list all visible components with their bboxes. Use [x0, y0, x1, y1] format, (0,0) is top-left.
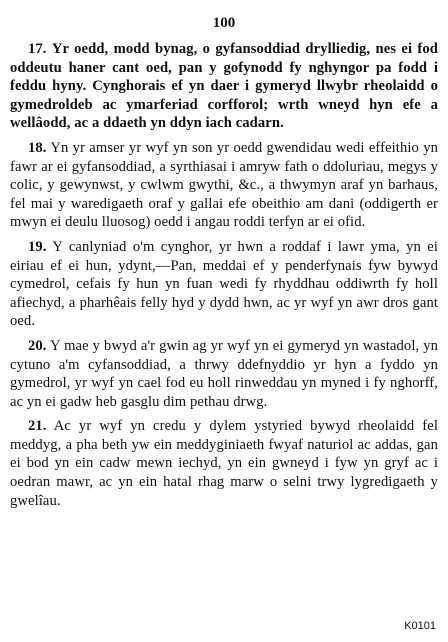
paragraph-number: 19.: [28, 238, 47, 255]
paragraph-number: 18.: [28, 139, 47, 156]
page-body: [10, 40, 438, 516]
page-code: K0101: [404, 620, 436, 632]
page-number: 100: [212, 15, 236, 31]
paragraph-text: Yr oedd, modd bynag, o gyfansoddiad drylliedig, nes ei fod oddeutu haner cant oed, pan y gofynodd fy nghyngor pa fodd i feddu hyny. Cynghorais ef yn daer i gymeryd llwybr rheolaidd o gymedroldeb ac ymarferiad corfforol; wrth wneyd hyn efe a wellâodd, ac a ddaeth yn ddyn iach cadarn.: [10, 41, 438, 132]
paragraph-number: 20.: [28, 337, 47, 354]
paragraph-21: [10, 417, 438, 510]
paragraph-number: 17.: [28, 41, 47, 57]
paragraph-text: Yn yr amser yr wyf yn son yr oedd gwendidau wedi effeithio yn fawr ar ei gyfansoddiad, a syrthiasai i amryw fath o ddoluriau, megys y colic, y gewynwst, y cwlwm gwythi, &c., a thwymyn araf yn barhaus, fel mai y waredigaeth oraf y gallai efe obeithio am dani (oddigerth er mwyn ei deulu lluosog) oedd i angau roddi terfyn ar ei ofid.: [10, 139, 438, 231]
paragraph-text: Y canlyniad o'm cynghor, yr hwn a roddaf i lawr yma, yn ei eiriau ef ei hun, ydynt,—Pan, meddai ef y penderfynais fyw bywyd cymedrol, cefais fy hun yn fuan wedi fy rhyddhau oddiwrth fy holl afiechyd, a pharhêais felly hyd y dydd hwn, ac yr wyf yn awr dros gant oed.: [10, 238, 438, 330]
paragraph-20: [10, 337, 438, 411]
paragraph-number: 21.: [28, 418, 47, 435]
paragraph-19: [10, 238, 438, 331]
paragraph-18: [10, 139, 438, 232]
paragraph-17: [10, 40, 438, 133]
paragraph-text: Ac yr wyf yn credu y dylem ystyried bywyd rheolaidd fel meddyg, a pha beth yw ein meddyginiaeth fwyaf naturiol ac addas, gan ei bod yn ein cadw mewn iechyd, yn ein gwneyd i fyw yn gryf ac i oedran mawr, ac yn ein hatal rhag marw o selni trwy lygredigaeth y gwelîau.: [10, 418, 438, 509]
paragraph-text: Y mae y bwyd a'r gwin ag yr wyf yn ei gymeryd yn wastadol, yn cytuno a'm cyfansoddiad, a thrwy ddefnyddio yr hyn a fyddo yn gymedrol, yr wyf yn cael fod eu holl rinweddau yn myned i fy nghorff, ac yn ei gadw heb gasglu dim pethau drwg.: [10, 337, 438, 410]
